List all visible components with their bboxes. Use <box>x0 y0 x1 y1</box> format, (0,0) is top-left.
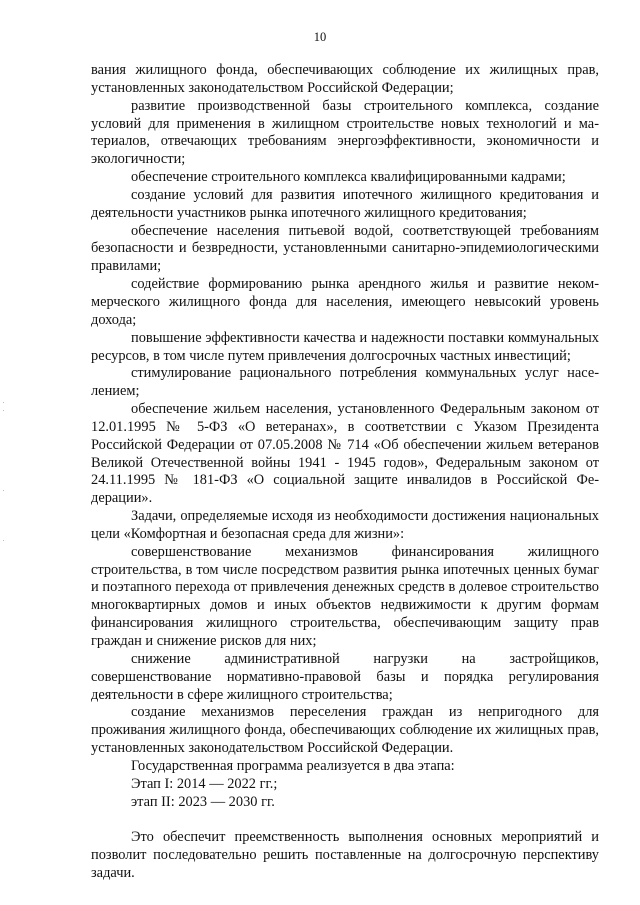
paragraph: вания жилищного фонда, обеспечивающих соблюдение их жилищных прав, установленных законодательством Российской Федерации; <box>91 62 599 96</box>
paragraph: совершенствование механизмов финансирования жилищного строительства, в том числе посредством развития рынка ипотечных ценных бумаг и поэтапного перехода от привлечения денежных средств в долевое строительство многоквартирных домов и иных объектов недвижимости к другим формам финансирования жилищного строительства, обеспечивающим защиту прав граждан и снижение рисков для них; <box>91 543 599 649</box>
paragraph: обеспечение населения питьевой водой, соответствующей требованиям безопасности и безвредности, установленными санитарно-эпидемиологическими правилами; <box>91 222 599 275</box>
closing-paragraph: Это обеспечит преемственность выполнения основных мероприятий и позволит последовательно решить поставленные на долгосрочную перспективу задачи. <box>91 829 599 881</box>
paragraph: обеспечение жильем населения, установленного Федеральным законом от 12.01.1995 № 5-ФЗ «О ветеранах», в соответствии с Указом Президента Российской Федерации от 07.05.2008 № 714 «Об обеспечении жильем ветеранов Великой Отечественной войны 1941 - 1945 годов», Федеральным законом от 24.11.1995 № 181-ФЗ «О социальной защите инвалидов в Российской Федерации». <box>91 401 599 507</box>
paragraph: создание условий для развития ипотечного жилищного кредитования и деятельности участников рынка ипотечного жилищного кредитования; <box>91 186 599 221</box>
scan-artifact <box>3 490 4 491</box>
paragraph: Государственная программа реализуется в два этапа: <box>131 757 455 774</box>
paragraph: обеспечение строительного комплекса квалифицированными кадрами; <box>131 169 566 186</box>
paragraph: создание механизмов переселения граждан из непригодного для проживания жилищного фонда, обеспечивающих соблюдение их жилищных прав, установленных законодательством Российской Федерации. <box>91 704 599 757</box>
scan-artifact <box>3 410 4 411</box>
paragraph: снижение административной нагрузки на застройщиков, совершенствование нормативно-правовой базы и порядка регулирования деятельности в сфере жилищного строительства; <box>91 650 599 703</box>
paragraph: повышение эффективности качества и надежности поставки коммунальных ресурсов, в том числе путем привлечения долгосрочных частных инвестиций; <box>91 329 599 364</box>
paragraph: Задачи, определяемые исходя из необходимости достижения национальных цели «Комфортная и безопасная среда для жизни»: <box>91 508 599 542</box>
paragraph: развитие производственной базы строительного комплекса, создание условий для применения в жилищном строительстве новых технологий и материалов, отвечающих требованиям энергоэффективности, экономичности и экологичности; <box>91 97 599 168</box>
page-number: 10 <box>313 30 327 44</box>
document-body <box>91 62 599 883</box>
stage-line: Этап I: 2014 — 2022 гг.; <box>131 775 278 792</box>
scan-artifact <box>3 402 4 403</box>
spacer <box>91 811 599 829</box>
scan-artifact <box>3 540 4 541</box>
stage-line: этап II: 2023 — 2030 гг. <box>131 793 275 810</box>
paragraph: содействие формированию рынка арендного жилья и развитие некоммерческого жилищного фонда для населения, имеющего невысокий уровень дохода; <box>91 276 599 328</box>
paragraph: стимулирование рационального потребления коммунальных услуг населением; <box>91 365 599 400</box>
